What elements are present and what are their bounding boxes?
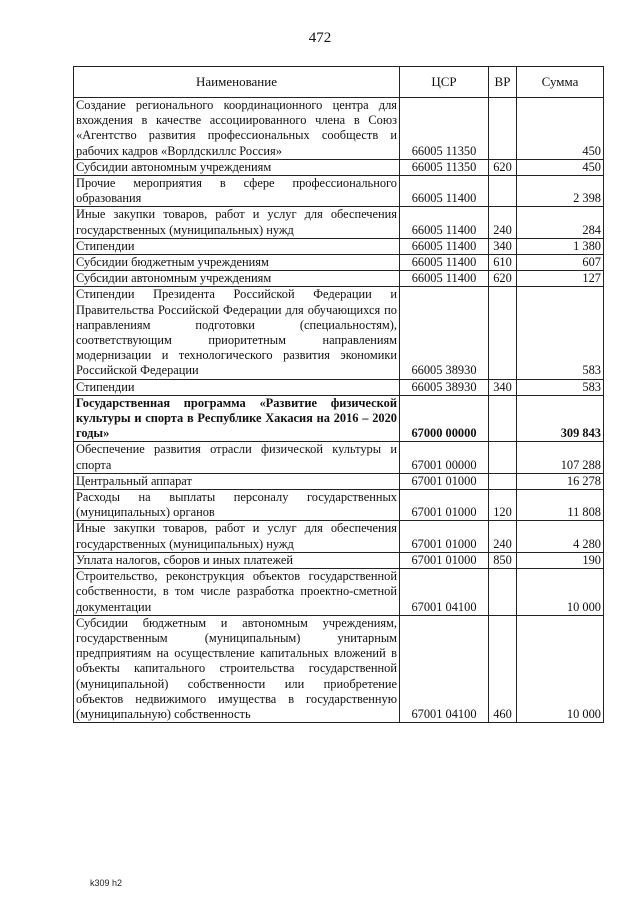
row-name-cell: Создание регионального координационного центра для вхождения в качестве ассоциированного члена в Союз «Агентство развития профессиональных сообществ и рабочих кадров «Ворлдскиллс Россия» <box>74 98 400 160</box>
row-vr-cell <box>489 176 517 207</box>
table-row <box>74 238 604 254</box>
row-csr-cell: 67001 01000 <box>400 521 489 552</box>
table-row <box>74 255 604 271</box>
row-vr-cell: 240 <box>489 521 517 552</box>
row-csr-cell: 66005 38930 <box>400 379 489 395</box>
row-sum-cell: 10 000 <box>517 615 604 722</box>
row-csr-cell: 67001 01000 <box>400 473 489 489</box>
table-row <box>74 473 604 489</box>
row-csr-cell: 67001 00000 <box>400 442 489 473</box>
row-vr-cell <box>489 473 517 489</box>
row-csr-cell: 66005 11350 <box>400 159 489 175</box>
table-row <box>74 207 604 238</box>
table-row <box>74 521 604 552</box>
row-name-cell: Субсидии бюджетным учреждениям <box>74 255 400 271</box>
row-vr-cell: 120 <box>489 490 517 521</box>
row-vr-cell <box>489 395 517 442</box>
row-name-cell: Иные закупки товаров, работ и услуг для обеспечения государственных (муниципальных) нужд <box>74 521 400 552</box>
row-vr-cell: 850 <box>489 552 517 568</box>
header-csr: ЦСР <box>400 67 489 98</box>
table-row <box>74 569 604 616</box>
row-sum-cell: 284 <box>517 207 604 238</box>
row-name-cell: Субсидии бюджетным и автономным учреждениям, государственным (муниципальным) унитарным предприятиям на осуществление капитальных вложений в объекты капитального строительства государственной (муниципальной) собственности или приобретение объектов недвижимого имущества в государственную (муниципальную) собственность <box>74 615 400 722</box>
row-name-cell: Государственная программа «Развитие физической культуры и спорта в Республике Хакасия на 2016 – 2020 годы» <box>74 395 400 442</box>
row-name-cell: Обеспечение развития отрасли физической культуры и спорта <box>74 442 400 473</box>
row-vr-cell: 460 <box>489 615 517 722</box>
row-csr-cell: 66005 11350 <box>400 98 489 160</box>
row-vr-cell: 340 <box>489 379 517 395</box>
row-sum-cell: 607 <box>517 255 604 271</box>
row-sum-cell: 16 278 <box>517 473 604 489</box>
table-row <box>74 98 604 160</box>
row-name-cell: Расходы на выплаты персоналу государственных (муниципальных) органов <box>74 490 400 521</box>
row-name-cell: Строительство, реконструкция объектов государственной собственности, в том числе разработка проектно-сметной документации <box>74 569 400 616</box>
table-row <box>74 159 604 175</box>
table-row <box>74 287 604 379</box>
row-csr-cell: 67001 01000 <box>400 552 489 568</box>
table-row <box>74 615 604 722</box>
row-vr-cell <box>489 287 517 379</box>
row-csr-cell: 67001 01000 <box>400 490 489 521</box>
row-csr-cell: 67000 00000 <box>400 395 489 442</box>
table-row <box>74 176 604 207</box>
row-csr-cell: 66005 11400 <box>400 207 489 238</box>
row-csr-cell: 67001 04100 <box>400 569 489 616</box>
row-vr-cell: 620 <box>489 159 517 175</box>
table-row <box>74 379 604 395</box>
table-body <box>74 98 604 723</box>
row-sum-cell: 1 380 <box>517 238 604 254</box>
row-csr-cell: 66005 11400 <box>400 238 489 254</box>
row-vr-cell: 340 <box>489 238 517 254</box>
budget-table-container <box>73 66 603 723</box>
header-sum: Сумма <box>517 67 604 98</box>
table-row <box>74 552 604 568</box>
table-row <box>74 442 604 473</box>
row-csr-cell: 66005 38930 <box>400 287 489 379</box>
row-name-cell: Субсидии автономным учреждениям <box>74 271 400 287</box>
row-sum-cell: 2 398 <box>517 176 604 207</box>
row-name-cell: Стипендии Президента Российской Федерации и Правительства Российской Федерации для обучающихся по направлениям подготовки (специальностям), соответствующим приоритетным направлениям модернизации и технологического развития экономики Российской Федерации <box>74 287 400 379</box>
row-sum-cell: 190 <box>517 552 604 568</box>
row-vr-cell: 240 <box>489 207 517 238</box>
row-vr-cell <box>489 442 517 473</box>
row-name-cell: Стипендии <box>74 238 400 254</box>
table-header-row <box>74 67 604 98</box>
row-vr-cell: 620 <box>489 271 517 287</box>
row-vr-cell <box>489 98 517 160</box>
row-name-cell: Прочие мероприятия в сфере профессионального образования <box>74 176 400 207</box>
row-sum-cell: 450 <box>517 98 604 160</box>
row-name-cell: Центральный аппарат <box>74 473 400 489</box>
row-name-cell: Субсидии автономным учреждениям <box>74 159 400 175</box>
row-name-cell: Иные закупки товаров, работ и услуг для обеспечения государственных (муниципальных) нужд <box>74 207 400 238</box>
row-sum-cell: 450 <box>517 159 604 175</box>
row-sum-cell: 10 000 <box>517 569 604 616</box>
row-csr-cell: 66005 11400 <box>400 255 489 271</box>
row-csr-cell: 66005 11400 <box>400 271 489 287</box>
row-sum-cell: 107 288 <box>517 442 604 473</box>
row-csr-cell: 66005 11400 <box>400 176 489 207</box>
table-row <box>74 271 604 287</box>
table-row <box>74 490 604 521</box>
row-sum-cell: 583 <box>517 379 604 395</box>
footer-code: k309 h2 <box>90 878 123 888</box>
row-csr-cell: 67001 04100 <box>400 615 489 722</box>
header-vr: ВР <box>489 67 517 98</box>
header-name: Наименование <box>74 67 400 98</box>
page-number: 472 <box>308 30 332 46</box>
row-name-cell: Стипендии <box>74 379 400 395</box>
row-name-cell: Уплата налогов, сборов и иных платежей <box>74 552 400 568</box>
row-sum-cell: 127 <box>517 271 604 287</box>
row-sum-cell: 309 843 <box>517 395 604 442</box>
budget-table <box>73 66 604 723</box>
table-row <box>74 395 604 442</box>
row-sum-cell: 4 280 <box>517 521 604 552</box>
row-sum-cell: 11 808 <box>517 490 604 521</box>
row-sum-cell: 583 <box>517 287 604 379</box>
row-vr-cell: 610 <box>489 255 517 271</box>
row-vr-cell <box>489 569 517 616</box>
